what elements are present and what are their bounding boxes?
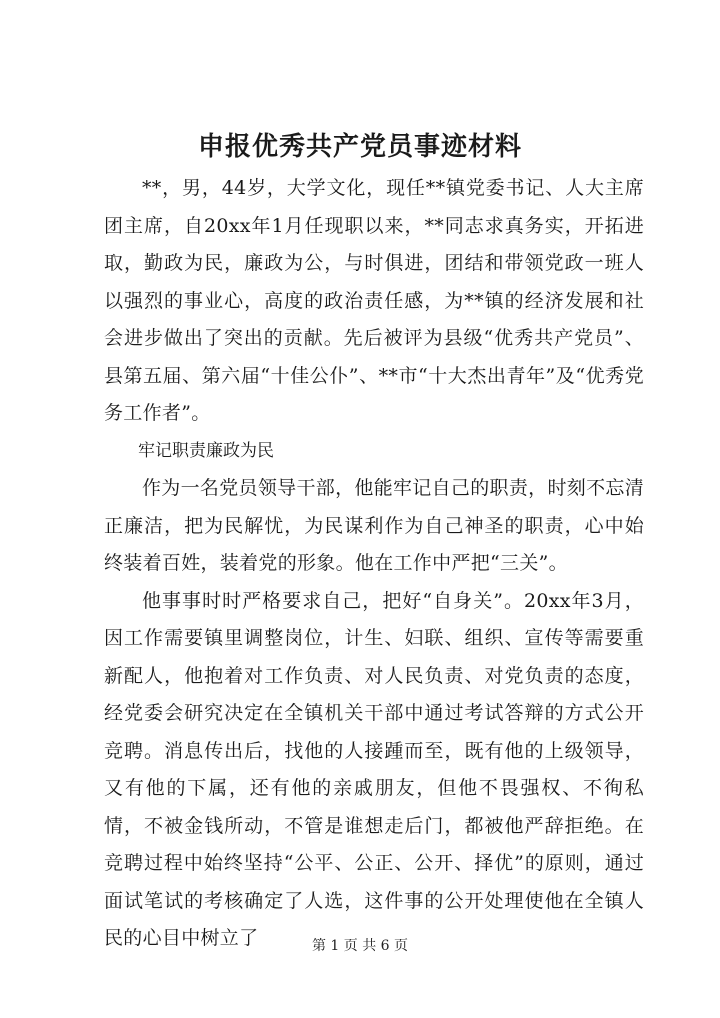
paragraph-intro: **，男，44岁，大学文化，现任**镇党委书记、人大主席团主席，自20xx年1月任现职以来，**同志求真务实，开拓进取，勤政为民，廉政为公，与时俱进，团结和带领党政一班人以强烈的事业心，高度的政治责任感，为**镇的经济发展和社会进步做出了突出的贡献。先后被评为县级“优秀共产党员”、县第五届、第六届“十佳公仆”、**市“十大杰出青年”及“优秀党务工作者”。	[104, 177, 644, 424]
document-title: 申报优秀共产党员事迹材料	[197, 132, 522, 162]
paragraph-self-discipline: 他事事时时严格要求自己，把好“自身关”。20xx年3月，因工作需要镇里调整岗位，计生、妇联、组织、宣传等需要重新配人，他抱着对工作负责、对人民负责、对党负责的态度，经党委会研究决定在全镇机关干部中通过考试答辩的方式公开竞聘。消息传出后，找他的人接踵而至，既有他的上级领导，又有他的下属，还有他的亲戚朋友，但他不畏强权、不徇私情，不被金钱所动，不管是谁想走后门，都被他严辞拒绝。在竞聘过程中始终坚持“公平、公正、公开、择优”的原则，通过面试笔试的考核确定了人选，这件事的公开处理使他在全镇人民的心目中树立了	[104, 589, 644, 949]
page-number-footer: 第 1 页 共 6 页	[311, 938, 409, 954]
paragraph-duty: 作为一名党员领导干部，他能牢记自己的职责，时刻不忘清正廉洁，把为民解忧，为民谋利作为自己神圣的职责，心中始终装着百姓，装着党的形象。他在工作中严把“三关”。	[104, 477, 644, 574]
document-body	[104, 170, 644, 958]
section-heading: 牢记职责廉政为民	[138, 440, 274, 461]
